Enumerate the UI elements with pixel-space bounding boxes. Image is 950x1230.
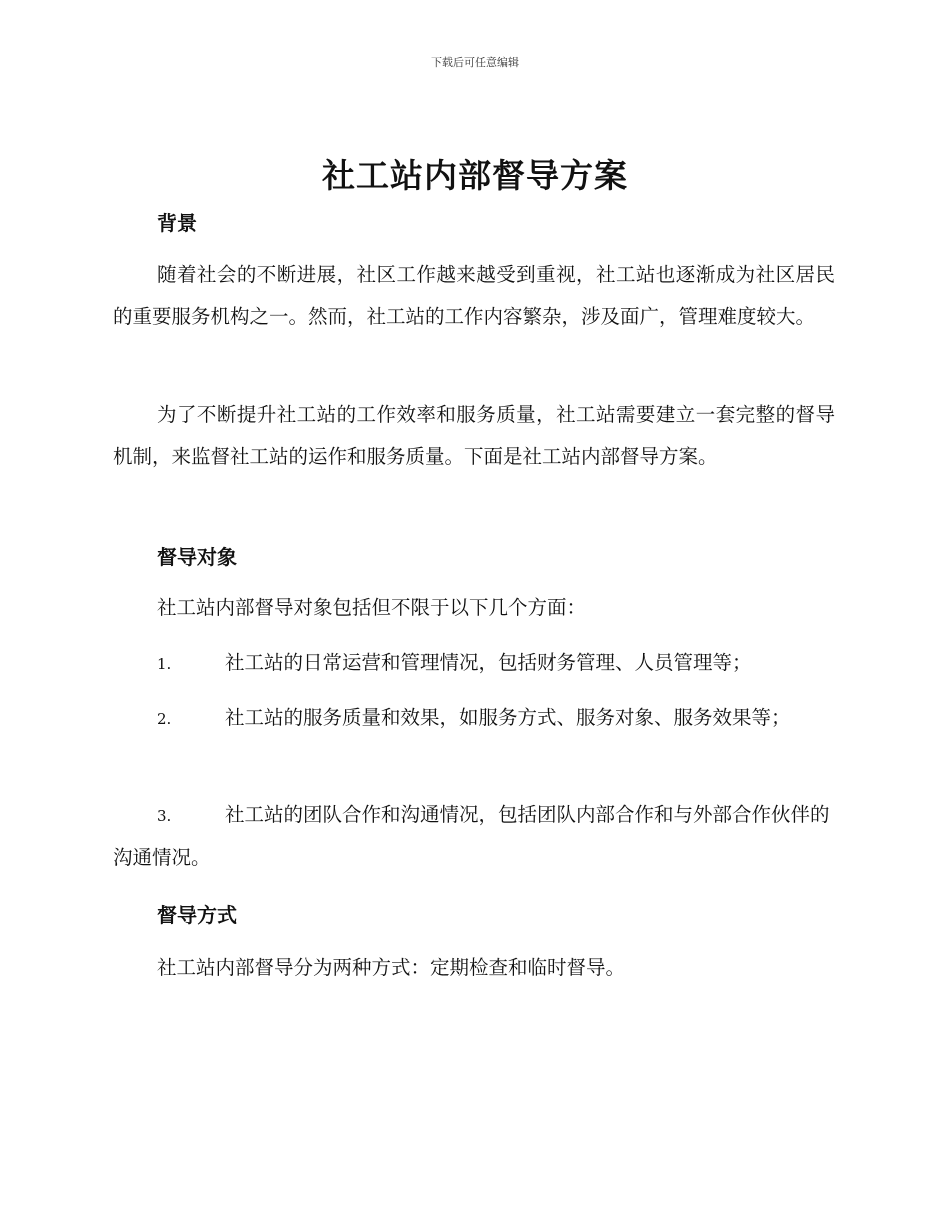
section-heading-background: 背景 bbox=[157, 211, 197, 235]
list-item-text: 社工站的日常运营和管理情况，包括财务管理、人员管理等； bbox=[225, 651, 752, 674]
targets-intro: 社工站内部督导对象包括但不限于以下几个方面： bbox=[157, 596, 587, 619]
section-heading-targets: 督导对象 bbox=[157, 545, 237, 569]
list-item-number: 3. bbox=[157, 807, 172, 825]
background-paragraph-2: 为了不断提升社工站的工作效率和服务质量，社工站需要建立一套完整的督导机制，来监督社工站的运作和服务质量。下面是社工站内部督导方案。 bbox=[113, 403, 835, 468]
list-item bbox=[113, 794, 835, 879]
list-item bbox=[113, 642, 835, 685]
list-item-number: 1. bbox=[157, 655, 172, 673]
list-item-text: 社工站的团队合作和沟通情况，包括团队内部合作和与外部合作伙伴的沟通情况。 bbox=[113, 803, 830, 869]
document-title: 社工站内部督导方案 bbox=[322, 156, 628, 195]
list-item bbox=[113, 697, 835, 740]
list-item-text: 社工站的服务质量和效果，如服务方式、服务对象、服务效果等； bbox=[225, 706, 791, 729]
methods-intro: 社工站内部督导分为两种方式：定期检查和临时督导。 bbox=[157, 956, 626, 979]
list-item-number: 2. bbox=[157, 710, 172, 728]
background-paragraph-1: 随着社会的不断进展，社区工作越来越受到重视，社工站也逐渐成为社区居民的重要服务机构之一。然而，社工站的工作内容繁杂，涉及面广，管理难度较大。 bbox=[113, 263, 835, 328]
header-note: 下载后可任意编辑 bbox=[431, 56, 519, 69]
section-heading-methods: 督导方式 bbox=[157, 903, 237, 927]
